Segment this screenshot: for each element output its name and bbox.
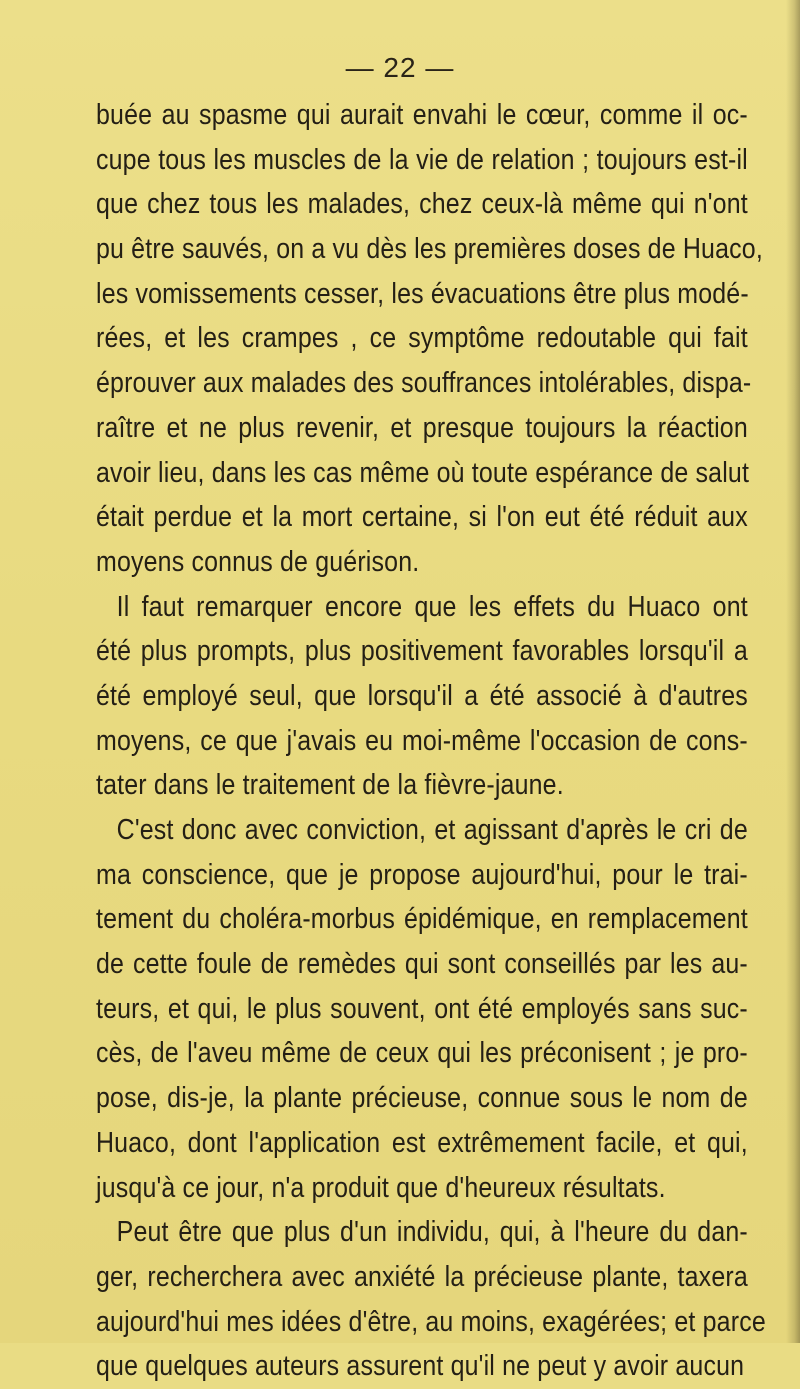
text-line: été plus prompts, plus positivement favorables lorsqu'il a — [96, 635, 748, 668]
text-line: moyens, ce que j'avais eu moi-même l'occasion de cons- — [96, 724, 748, 757]
page-edge-shadow — [786, 0, 800, 1343]
text-line: que chez tous les malades, chez ceux-là même qui n'ont — [96, 188, 748, 221]
text-line: avoir lieu, dans les cas même où toute espérance de salut — [96, 456, 750, 489]
text-line: été employé seul, que lorsqu'il a été associé à d'autres — [96, 679, 748, 712]
text-line: éprouver aux malades des souffrances intolérables, dispa- — [96, 367, 752, 400]
text-line: ger, recherchera avec anxiété la précieuse plante, taxera — [96, 1260, 748, 1293]
text-line: ma conscience, que je propose aujourd'hui, pour le trai- — [96, 858, 748, 891]
text-line: C'est donc avec conviction, et agissant d'après le cri de — [116, 814, 748, 846]
text-line: de cette foule de remèdes qui sont conseillés par les au- — [96, 948, 748, 981]
page-number: — 22 — — [345, 52, 455, 83]
text-line: les vomissements cesser, les évacuations être plus modé- — [96, 277, 749, 310]
text-line: Huaco, dont l'application est extrêmement facile, et qui, — [96, 1126, 748, 1159]
text-line: cupe tous les muscles de la vie de relation ; toujours est-il — [96, 143, 748, 176]
text-line: teurs, et qui, le plus souvent, ont été employés sans suc- — [96, 992, 748, 1025]
text-line: buée au spasme qui aurait envahi le cœur, comme il oc- — [96, 99, 748, 131]
text-line: tement du choléra-morbus épidémique, en remplacement — [96, 903, 748, 936]
text-line: cès, de l'aveu même de ceux qui les préconisent ; je pro- — [96, 1037, 748, 1070]
text-line: pu être sauvés, on a vu dès les premières doses de Huaco, — [96, 233, 763, 266]
text-line: pose, dis-je, la plante précieuse, connue sous le nom de — [96, 1082, 748, 1115]
text-line: rées, et les crampes , ce symptôme redoutable qui fait — [96, 322, 748, 355]
text-line: raître et ne plus revenir, et presque toujours la réaction — [96, 411, 748, 444]
text-line: tater dans le traitement de la fièvre-jaune. — [96, 769, 564, 802]
text-line: que quelques auteurs assurent qu'il ne peut y avoir aucun — [96, 1350, 745, 1383]
body-text — [96, 93, 766, 1389]
text-line: Peut être que plus d'un individu, qui, à l'heure du dan- — [116, 1216, 748, 1249]
text-line: jusqu'à ce jour, n'a produit que d'heureux résultats. — [96, 1171, 666, 1204]
text-line: aujourd'hui mes idées d'être, au moins, exagérées; et parce — [96, 1305, 766, 1338]
text-line: moyens connus de guérison. — [96, 545, 420, 578]
text-line: était perdue et la mort certaine, si l'on eut été réduit aux — [96, 501, 748, 534]
text-line: Il faut remarquer encore que les effets du Huaco ont — [116, 590, 748, 623]
